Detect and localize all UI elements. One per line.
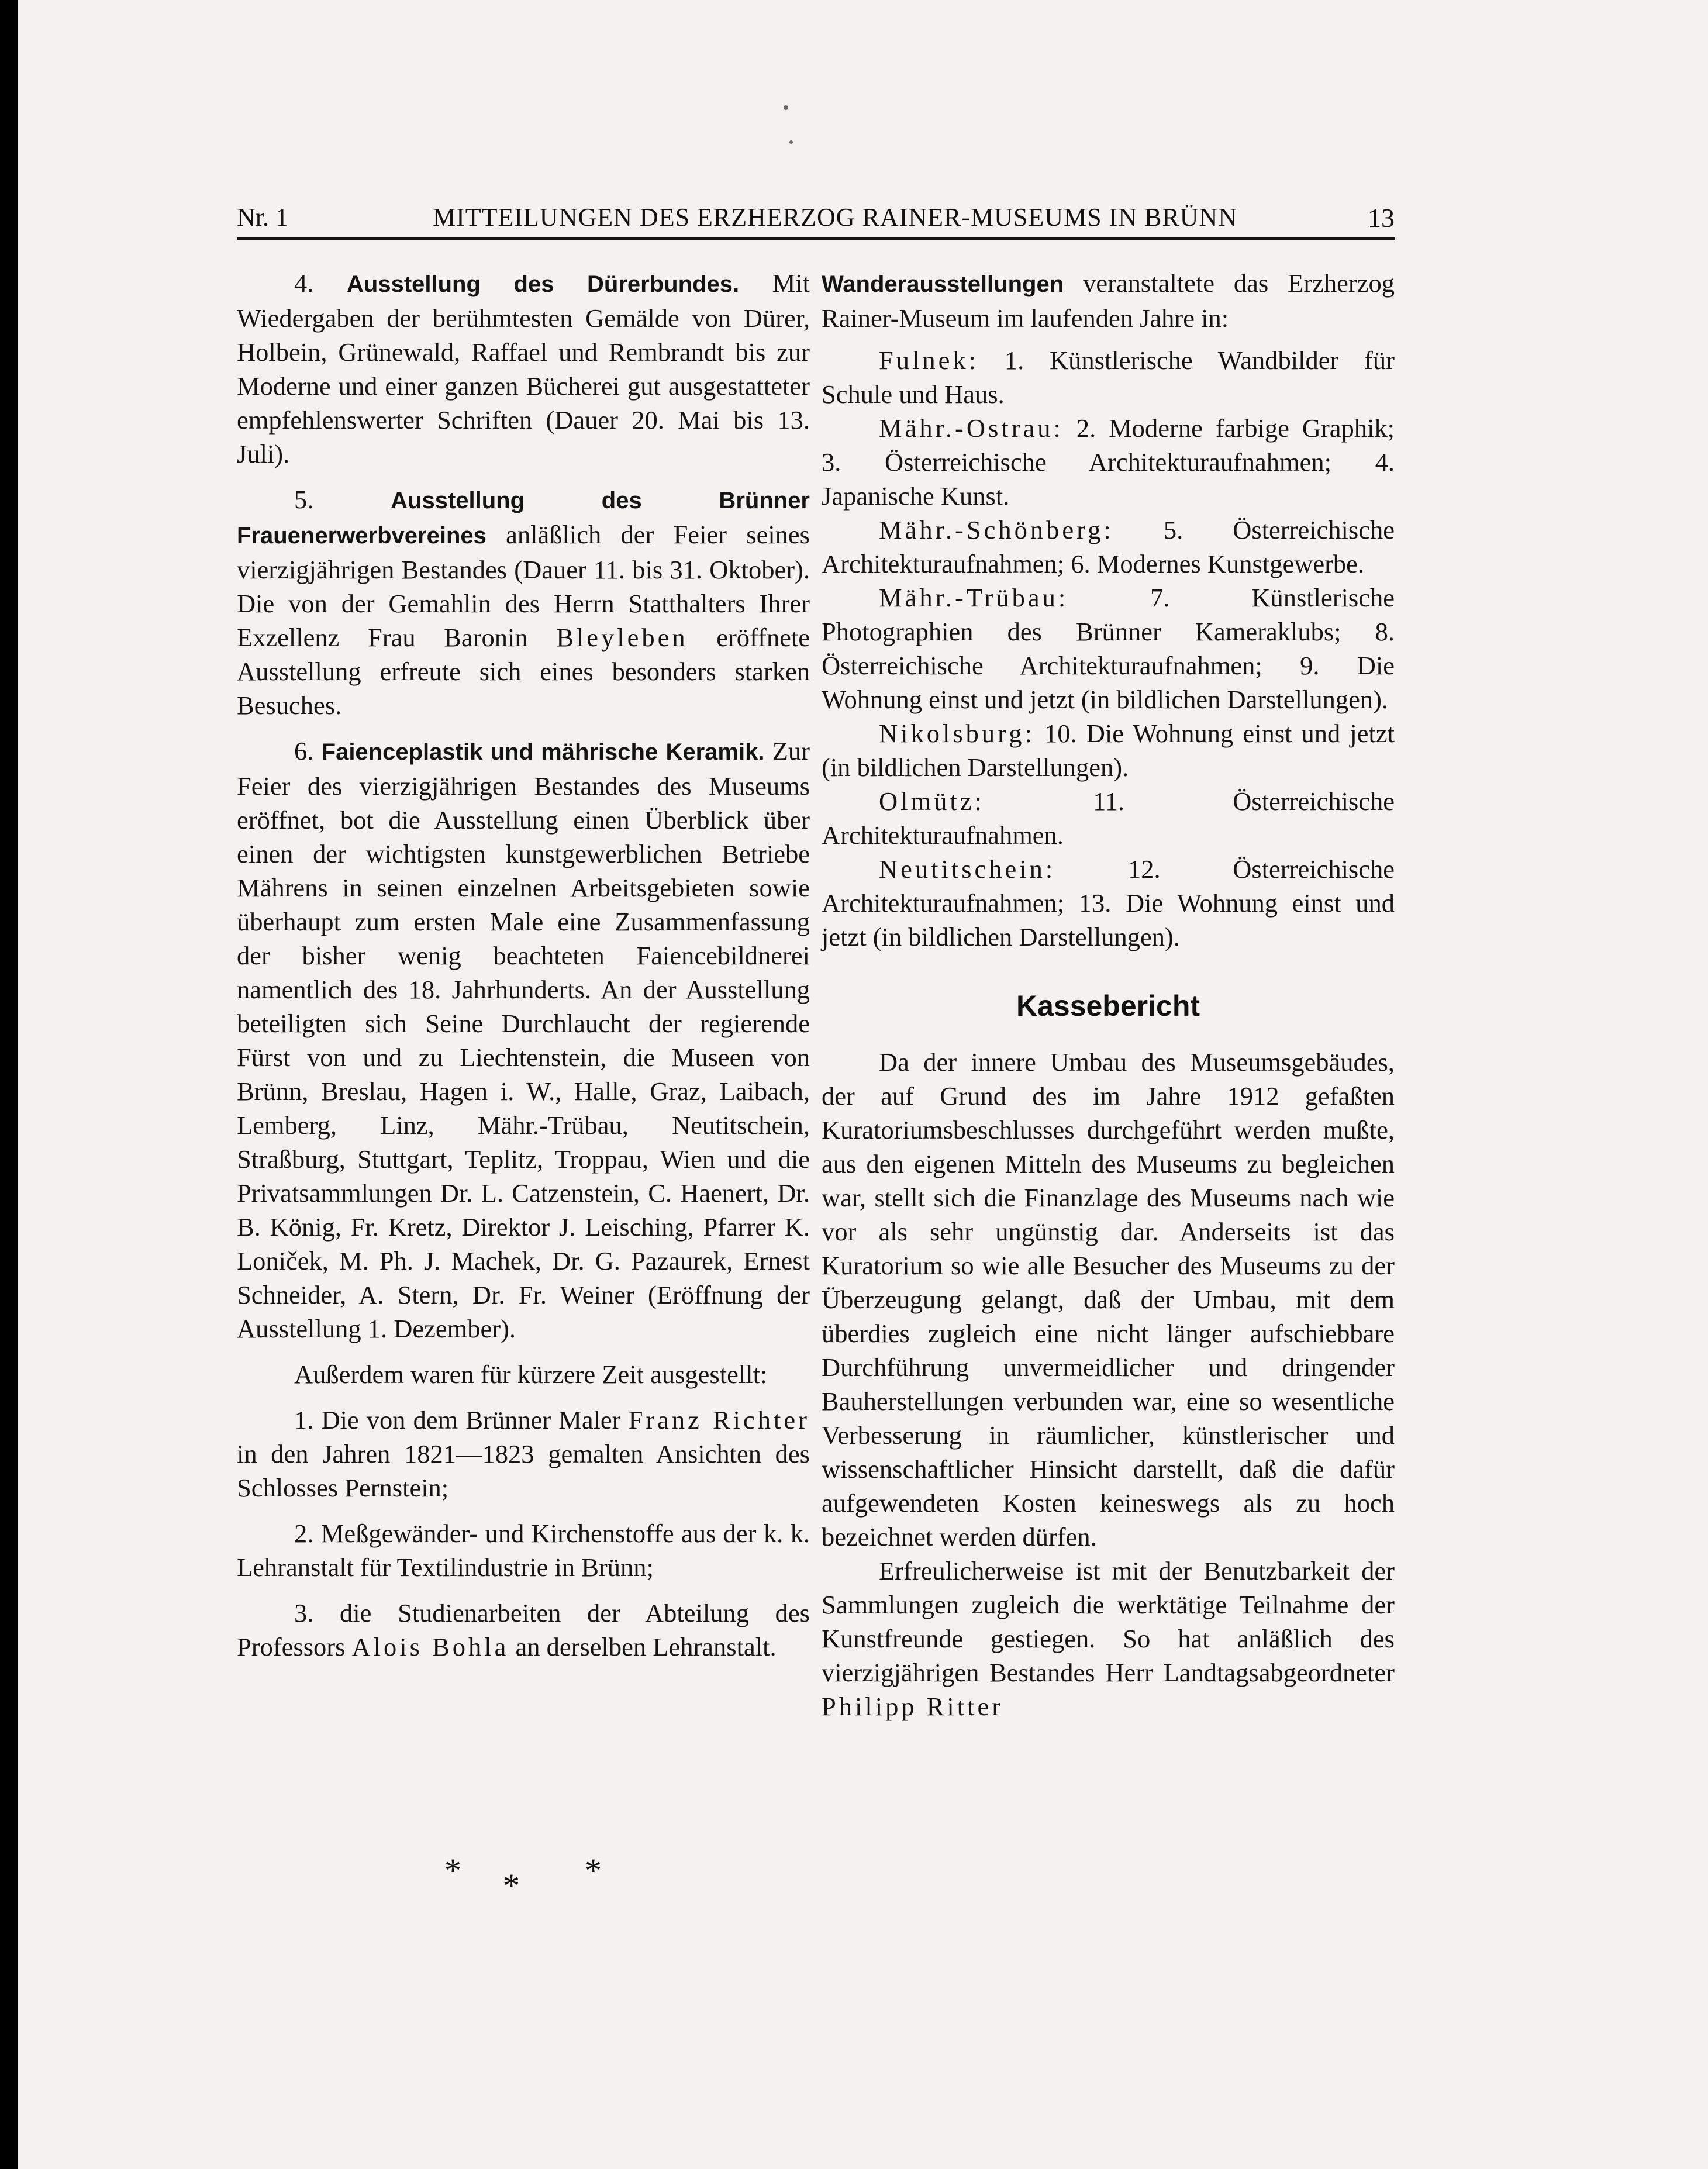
- place-name: Mähr.-Ostrau:: [879, 413, 1064, 443]
- place-name: Neutitschein:: [879, 854, 1056, 884]
- left-column: [237, 266, 810, 2020]
- paragraph-erfreulicherweise: Erfreulicherweise ist mit der Benutzbarkeit der Sammlungen zugleich die werktätige Teilnahme der Kunstfreunde gestiegen. So hat anläßlich des vierzigjährigen Bestandes Herr Landtagsabgeordneter Philipp Ritter: [822, 1556, 1395, 1721]
- section-heading: Kassebericht: [1016, 989, 1200, 1022]
- running-header: [237, 193, 1395, 240]
- exhibition-title: Faienceplastik und mährische Keramik.: [321, 739, 765, 765]
- list-item-fulnek: Fulnek: 1. Künstlerische Wandbilder für Schule und Haus.: [822, 346, 1395, 409]
- paragraph-wanderausstellungen: Wanderausstellungen veranstaltete das Erzherzog Rainer-Museum im laufenden Jahre in:: [822, 268, 1395, 333]
- paragraph-duererbund: 4. Ausstellung des Dürerbundes. Mit Wiedergaben der berühmtesten Gemälde von Dürer, Holbein, Grünewald, Raffael und Rembrandt bis zur Moderne und einer ganzen Bücherei gut ausgestatteter empfehlenswerter Schriften (Dauer 20. Mai bis 13. Juli).: [237, 268, 810, 468]
- header-rule: [237, 237, 1395, 240]
- spaced-name: Alois Bohla: [351, 1632, 509, 1661]
- asterisk: *: [444, 1851, 461, 1889]
- place-name: Mähr.-Trübau:: [879, 583, 1069, 612]
- paragraph-frauenerwerbverein: 5. Ausstellung des Brünner Frauenerwerbvereines anläßlich der Feier seines vierzigjährigen Bestandes (Dauer 11. bis 31. Oktober). Die von der Gemahlin des Herrn Statthalters Ihrer Exzellenz Frau Baronin Bleyleben eröffnete Ausstellung erfreute sich eines besonders starken Besuches.: [237, 485, 810, 720]
- list-item-ostrau: Mähr.-Ostrau: 2. Moderne farbige Graphik; 3. Österreichische Architekturaufnahmen; 4. Japanische Kunst.: [822, 413, 1395, 511]
- place-name: Olmütz:: [879, 787, 985, 816]
- list-item-truebau: Mähr.-Trübau: 7. Künstlerische Photographien des Brünner Kameraklubs; 8. Österreichische Architekturaufnahmen; 9. Die Wohnung einst und jetzt (in bildlichen Darstellungen).: [822, 583, 1395, 714]
- place-name: Mähr.-Schönberg:: [879, 515, 1114, 544]
- paragraph-kassebericht: Da der innere Umbau des Museumsgebäudes, der auf Grund des im Jahre 1912 gefaßten Kuratoriumsbeschlusses durchgeführt werden mußte, aus den eigenen Mitteln des Museums zu begleichen war, stellt sich die Finanzlage des Museums nach wie vor als sehr ungünstig dar. Anderseits ist das Kuratorium so wie alle Besucher des Museums zu der Überzeugung gelangt, daß der Umbau, mit dem überdies zugleich eine nicht länger aufschiebbare Durchführung unvermeidlicher und dringender Bauherstellungen verbunden war, eine so wesentliche Verbesserung in räumlicher, künstlerischer und wissenschaftlicher Hinsicht darstellt, daß die dafür aufgewendeten Kosten keineswegs als zu hoch bezeichnet werden dürfen.: [822, 1047, 1395, 1551]
- list-item-olmuetz: Olmütz: 11. Österreichische Architekturaufnahmen.: [822, 787, 1395, 850]
- spaced-name: Franz Richter: [628, 1405, 810, 1434]
- place-name: Nikolsburg:: [879, 719, 1035, 748]
- list-item-studienarbeiten: 3. die Studienarbeiten der Abteilung des Professors Alois Bohla an derselben Lehranstalt.: [237, 1598, 810, 1661]
- list-item-schoenberg: Mähr.-Schönberg: 5. Österreichische Architekturaufnahmen; 6. Modernes Kunstgewerbe.: [822, 515, 1395, 578]
- asterisk: *: [503, 1867, 520, 1905]
- list-item-neutitschein: Neutitschein: 12. Österreichische Architekturaufnahmen; 13. Die Wohnung einst und jetzt (in bildlichen Darstellungen).: [822, 854, 1395, 951]
- spaced-name: Bleyleben: [556, 623, 688, 652]
- place-name: Fulnek:: [879, 346, 979, 375]
- journal-title: MITTEILUNGEN DES ERZHERZOG RAINER-MUSEUMS IN BRÜNN: [433, 203, 1238, 232]
- issue-number: Nr. 1: [237, 203, 288, 232]
- speck: [789, 140, 793, 144]
- list-item-messgewaender: 2. Meßgewänder- und Kirchenstoffe aus der k. k. Lehranstalt für Textilindustrie in Brünn;: [237, 1519, 810, 1582]
- list-item-nikolsburg: Nikolsburg: 10. Die Wohnung einst und jetzt (in bildlichen Darstellungen).: [822, 719, 1395, 782]
- exhibition-title: Ausstellung des Brünner Frauenerwerbvereines: [237, 488, 810, 549]
- page-number: 13: [1368, 203, 1395, 233]
- exhibition-title: Ausstellung des Dürerbundes.: [347, 271, 740, 297]
- right-column: [822, 266, 1395, 2020]
- paragraph-ausserdem: Außerdem waren für kürzere Zeit ausgestellt:: [294, 1360, 768, 1389]
- paragraph-faienceplastik: 6. Faienceplastik und mährische Keramik. Zur Feier des vierzigjährigen Bestandes des Museums eröffnet, bot die Ausstellung einen Überblick über einen der wichtigsten kunstgewerblichen Betriebe Mährens in seinen einzelnen Arbeitsgebieten sowie überhaupt zum ersten Male eine Zusammenfassung der bisher wenig beachteten Faiencebildnerei namentlich des 18. Jahrhunderts. An der Ausstellung beteiligten sich Seine Durchlaucht der regierende Fürst von und zu Liechtenstein, die Museen von Brünn, Breslau, Hagen i. W., Halle, Graz, Laibach, Lemberg, Linz, Mähr.-Trübau, Neutitschein, Straßburg, Stuttgart, Teplitz, Troppau, Wien und die Privatsammlungen Dr. L. Catzenstein, C. Haenert, Dr. B. König, Fr. Kretz, Direktor J. Leisching, Pfarrer K. Loniček, M. Ph. J. Machek, Dr. G. Pazaurek, Ernest Schneider, A. Stern, Dr. Fr. Weiner (Eröffnung der Ausstellung 1. Dezember).: [237, 736, 810, 1343]
- spaced-name: Philipp Ritter: [822, 1692, 1004, 1721]
- section-lead: Wanderausstellungen: [822, 271, 1064, 297]
- speck: [784, 105, 788, 110]
- asterisk: *: [585, 1851, 602, 1889]
- list-item-richter: 1. Die von dem Brünner Maler Franz Richter in den Jahren 1821—1823 gemalten Ansichten des Schlosses Pernstein;: [237, 1405, 810, 1502]
